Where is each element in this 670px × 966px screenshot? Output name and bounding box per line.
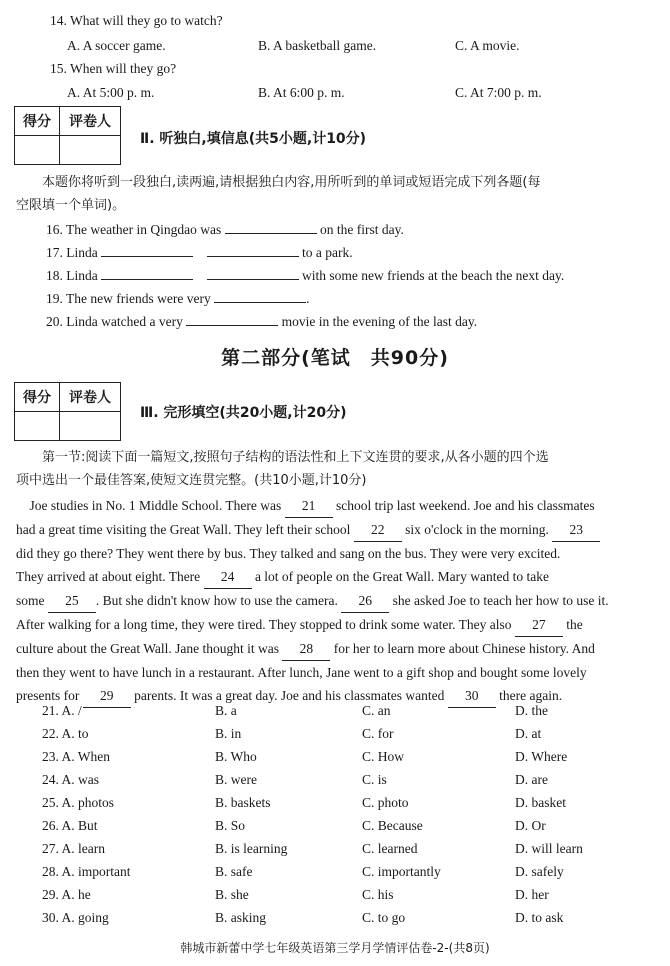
cloze-blank-26[interactable]: 26 bbox=[341, 589, 389, 613]
question-15 bbox=[50, 60, 176, 78]
option-c[interactable]: C. photo bbox=[362, 795, 409, 810]
option-c: C. A movie. bbox=[455, 38, 520, 53]
score-cell[interactable] bbox=[15, 412, 60, 441]
passage-text: They arrived at about eight. There bbox=[16, 569, 204, 584]
passage-text: . But she didn't know how to use the camera. bbox=[95, 593, 342, 608]
item-18: 18. Linda with some new friends at the beach the next day. bbox=[46, 268, 565, 283]
option-a: A. At 5:00 p. m. bbox=[67, 85, 155, 100]
option-row-30-a[interactable]: 30. A. going bbox=[42, 910, 109, 925]
cloze-blank-25[interactable]: 25 bbox=[48, 589, 96, 613]
cloze-blank-30[interactable]: 30 bbox=[448, 684, 496, 708]
option-d[interactable]: D. her bbox=[515, 887, 549, 902]
cloze-blank-24[interactable]: 24 bbox=[204, 565, 252, 589]
passage-text: did they go there? They went there by bus. They talked and sang on the bus. They were very excited. bbox=[16, 546, 561, 561]
option-c[interactable]: C. to go bbox=[362, 910, 406, 925]
option-c[interactable]: C. an bbox=[362, 703, 391, 718]
reviewer-cell[interactable] bbox=[60, 136, 121, 165]
score-label: 得分 bbox=[15, 383, 60, 412]
cloze-blank-28[interactable]: 28 bbox=[282, 637, 330, 661]
option-b[interactable]: B. were bbox=[215, 772, 257, 787]
question-text: What will they go to watch? bbox=[70, 13, 223, 28]
cloze-passage bbox=[16, 494, 656, 708]
option-c: C. At 7:00 p. m. bbox=[455, 85, 542, 100]
score-box bbox=[14, 382, 121, 441]
option-b[interactable]: B. is learning bbox=[215, 841, 288, 856]
option-row-27-a[interactable]: 27. A. learn bbox=[42, 841, 105, 856]
answer-blank[interactable] bbox=[225, 220, 317, 234]
section-3-title: Ⅲ. 完形填空(共20小题,计20分) bbox=[140, 405, 347, 421]
reviewer-cell[interactable] bbox=[60, 412, 121, 441]
option-row-26-a[interactable]: 26. A. But bbox=[42, 818, 98, 833]
passage-text: six o'clock in the morning. bbox=[401, 522, 553, 537]
passage-text: school trip last weekend. Joe and his classmates bbox=[332, 498, 595, 513]
passage-text: there again. bbox=[495, 688, 563, 703]
option-a: A. A soccer game. bbox=[67, 38, 166, 53]
part-2-title: 第二部分(笔试 共90分) bbox=[221, 347, 449, 369]
option-d[interactable]: D. are bbox=[515, 772, 548, 787]
option-row-24-a[interactable]: 24. A. was bbox=[42, 772, 99, 787]
option-b: B. A basketball game. bbox=[258, 38, 377, 53]
option-c[interactable]: C. How bbox=[362, 749, 405, 764]
passage-text: parents. It was a great day. Joe and his classmates wanted bbox=[130, 688, 448, 703]
answer-blank[interactable] bbox=[214, 289, 306, 303]
option-b[interactable]: B. a bbox=[215, 703, 237, 718]
question-text: When will they go? bbox=[70, 61, 177, 76]
section-3-instructions: 第一节:阅读下面一篇短文,按照句子结构的语法性和上下文连贯的要求,从各小题的四个选 bbox=[42, 450, 549, 465]
passage-text: presents for bbox=[16, 688, 83, 703]
option-d[interactable]: D. basket bbox=[515, 795, 566, 810]
item-17: 17. Linda to a park. bbox=[46, 245, 353, 260]
option-c[interactable]: C. learned bbox=[362, 841, 418, 856]
item-19: 19. The new friends were very . bbox=[46, 291, 310, 306]
answer-blank[interactable] bbox=[101, 266, 193, 280]
option-d[interactable]: D. at bbox=[515, 726, 542, 741]
cloze-blank-27[interactable]: 27 bbox=[515, 613, 563, 637]
passage-line bbox=[16, 518, 656, 542]
answer-blank[interactable] bbox=[207, 243, 299, 257]
option-row-21-a[interactable]: 21. A. / bbox=[42, 703, 82, 718]
passage-line bbox=[16, 684, 656, 708]
option-b[interactable]: B. in bbox=[215, 726, 242, 741]
option-c[interactable]: C. Because bbox=[362, 818, 423, 833]
option-d[interactable]: D. the bbox=[515, 703, 548, 718]
passage-text: Joe studies in No. 1 Middle School. There was bbox=[16, 498, 285, 513]
passage-line bbox=[16, 565, 656, 589]
section-2-title: Ⅱ. 听独白,填信息(共5小题,计10分) bbox=[140, 131, 367, 147]
answer-blank[interactable] bbox=[186, 312, 278, 326]
item-20: 20. Linda watched a very movie in the evening of the last day. bbox=[46, 314, 478, 329]
score-box bbox=[14, 106, 121, 165]
question-14 bbox=[50, 12, 223, 30]
section-2-instructions-cont: 空限填一个单词)。 bbox=[16, 198, 126, 213]
option-row-22-a[interactable]: 22. A. to bbox=[42, 726, 89, 741]
passage-line bbox=[16, 494, 656, 518]
passage-line bbox=[16, 661, 656, 684]
passage-text: After walking for a long time, they were tired. They stopped to drink some water. They also bbox=[16, 617, 515, 632]
option-b[interactable]: B. baskets bbox=[215, 795, 271, 810]
section-3-instructions-cont: 项中选出一个最佳答案,使短文连贯完整。(共10小题,计10分) bbox=[16, 473, 367, 488]
option-b[interactable]: B. she bbox=[215, 887, 249, 902]
option-b[interactable]: B. safe bbox=[215, 864, 253, 879]
question-number: 15. bbox=[50, 61, 67, 76]
cloze-blank-21[interactable]: 21 bbox=[285, 494, 333, 518]
question-number: 14. bbox=[50, 13, 67, 28]
option-d[interactable]: D. safely bbox=[515, 864, 564, 879]
option-d[interactable]: D. to ask bbox=[515, 910, 564, 925]
option-b[interactable]: B. So bbox=[215, 818, 246, 833]
passage-line bbox=[16, 589, 656, 613]
item-16: 16. The weather in Qingdao was on the first day. bbox=[46, 222, 404, 237]
option-row-28-a[interactable]: 28. A. important bbox=[42, 864, 131, 879]
passage-text: for her to learn more about Chinese history. And bbox=[330, 641, 595, 656]
option-b: B. At 6:00 p. m. bbox=[258, 85, 345, 100]
passage-text: then they went to have lunch in a restaurant. After lunch, Jane went to a gift shop and bought some lovely bbox=[16, 665, 587, 680]
reviewer-label: 评卷人 bbox=[60, 107, 121, 136]
passage-text: a lot of people on the Great Wall. Mary wanted to take bbox=[251, 569, 550, 584]
option-row-23-a[interactable]: 23. A. When bbox=[42, 749, 110, 764]
option-b[interactable]: B. Who bbox=[215, 749, 257, 764]
page-footer: 韩城市新蕾中学七年级英语第三学月学情评估卷-2-(共8页) bbox=[180, 941, 490, 955]
option-c[interactable]: C. for bbox=[362, 726, 394, 741]
answer-blank[interactable] bbox=[207, 266, 299, 280]
cloze-blank-23[interactable]: 23 bbox=[552, 518, 600, 542]
passage-line bbox=[16, 613, 656, 637]
passage-text: she asked Joe to teach her how to use it. bbox=[389, 593, 609, 608]
passage-text: some bbox=[16, 593, 48, 608]
section-2-instructions: 本题你将听到一段独白,读两遍,请根据独白内容,用所听到的单词或短语完成下列各题(每 bbox=[42, 175, 541, 190]
cloze-blank-22[interactable]: 22 bbox=[354, 518, 402, 542]
option-row-25-a[interactable]: 25. A. photos bbox=[42, 795, 115, 810]
option-c[interactable]: C. importantly bbox=[362, 864, 441, 879]
passage-line bbox=[16, 637, 656, 661]
passage-text: had a great time visiting the Great Wall. They left their school bbox=[16, 522, 354, 537]
cloze-blank-29[interactable]: 29 bbox=[83, 684, 131, 708]
option-d[interactable]: D. Or bbox=[515, 818, 546, 833]
passage-text: the bbox=[562, 617, 583, 632]
score-cell[interactable] bbox=[15, 136, 60, 165]
score-label: 得分 bbox=[15, 107, 60, 136]
passage-text: culture about the Great Wall. Jane thought it was bbox=[16, 641, 283, 656]
option-c[interactable]: C. his bbox=[362, 887, 394, 902]
option-b[interactable]: B. asking bbox=[215, 910, 267, 925]
option-row-29-a[interactable]: 29. A. he bbox=[42, 887, 91, 902]
option-d[interactable]: D. will learn bbox=[515, 841, 583, 856]
option-c[interactable]: C. is bbox=[362, 772, 387, 787]
reviewer-label: 评卷人 bbox=[60, 383, 121, 412]
passage-line bbox=[16, 542, 656, 565]
option-d[interactable]: D. Where bbox=[515, 749, 568, 764]
answer-blank[interactable] bbox=[101, 243, 193, 257]
